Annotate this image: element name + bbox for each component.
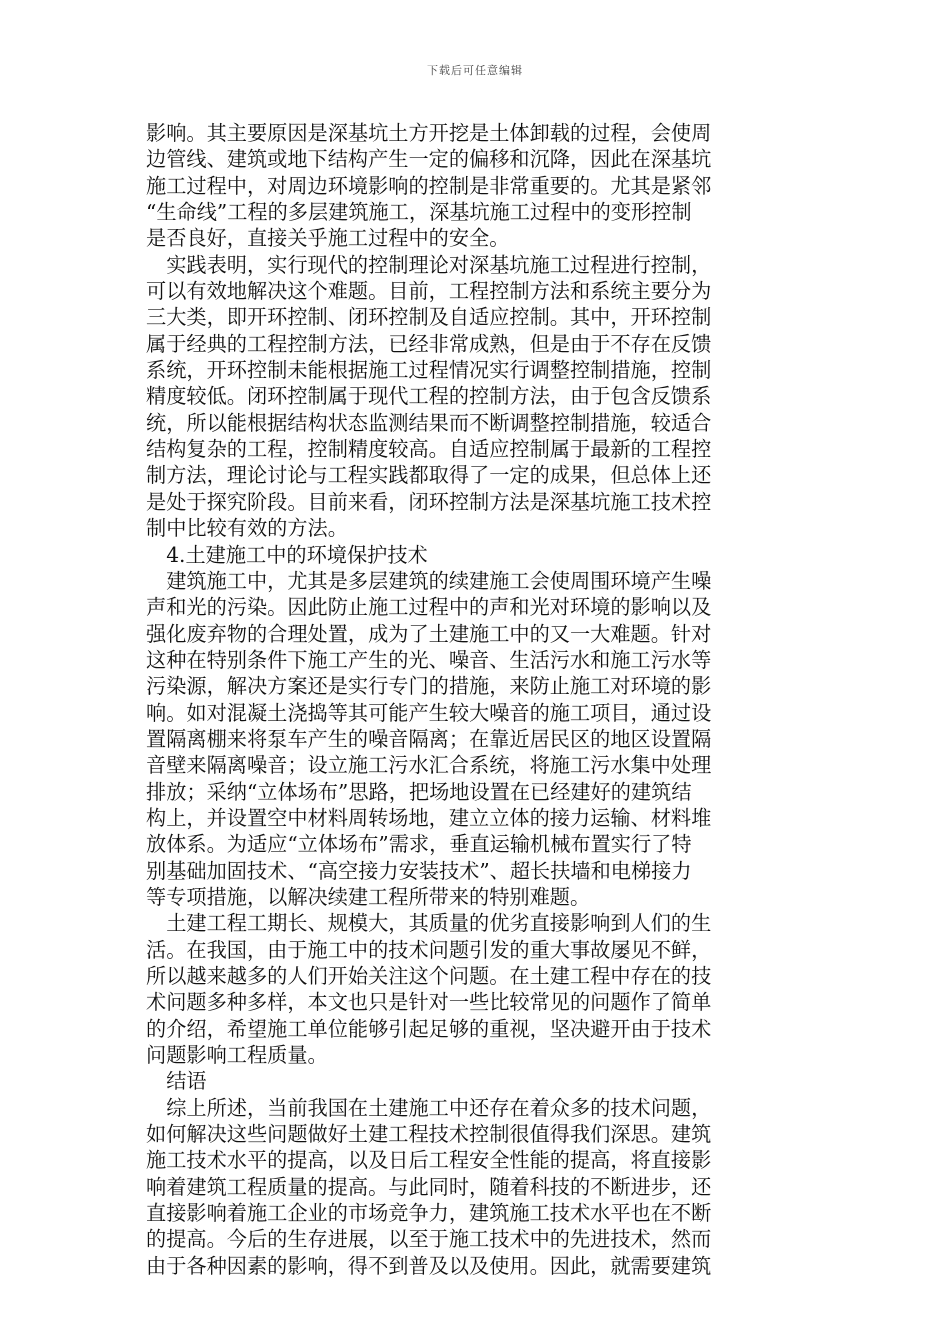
text-line: 统，所以能根据结构状态监测结果而不断调整控制措施，较适合 xyxy=(146,410,712,435)
text-line: 别基础加固技术、“高空接力安装技术”、超长扶墙和电梯接力 xyxy=(146,858,692,883)
text-line: 等专项措施，以解决续建工程所带来的特别难题。 xyxy=(146,884,591,909)
section-heading: 4.土建施工中的环境保护技术 xyxy=(146,542,428,567)
text-line: 制方法，理论讨论与工程实践都取得了一定的成果，但总体上还 xyxy=(146,463,712,488)
text-line: 属于经典的工程控制方法，已经非常成熟，但是由于不存在反馈 xyxy=(146,331,712,356)
text-line: 置隔离棚来将泵车产生的噪音隔离；在靠近居民区的地区设置隔 xyxy=(146,726,712,751)
text-line: 三大类，即开环控制、闭环控制及自适应控制。其中，开环控制 xyxy=(146,305,712,330)
text-line: 可以有效地解决这个难题。目前，工程控制方法和系统主要分为 xyxy=(146,279,712,304)
text-line: 系统，开环控制未能根据施工过程情况实行调整控制措施，控制 xyxy=(146,358,712,383)
text-line: 由于各种因素的影响，得不到普及以及使用。因此，就需要建筑 xyxy=(146,1253,712,1278)
text-line: 这种在特别条件下施工产生的光、噪音、生活污水和施工污水等 xyxy=(146,647,712,672)
text-line: 响着建筑工程质量的提高。与此同时，随着科技的不断进步，还 xyxy=(146,1174,712,1199)
text-line: “生命线”工程的多层建筑施工，深基坑施工过程中的变形控制 xyxy=(146,200,692,225)
text-line: 活。在我国，由于施工中的技术问题引发的重大事故屡见不鲜， xyxy=(146,937,712,962)
text-line: 施工过程中，对周边环境影响的控制是非常重要的。尤其是紧邻 xyxy=(146,173,712,198)
text-line: 影响。其主要原因是深基坑土方开挖是土体卸载的过程，会使周 xyxy=(146,121,712,145)
text-line: 的介绍，希望施工单位能够引起足够的重视，坚决避开由于技术 xyxy=(146,1016,712,1041)
text-line: 综上所述，当前我国在土建施工中还存在着众多的技术问题， xyxy=(146,1095,712,1120)
text-line: 构上，并设置空中材料周转场地，建立立体的接力运输、材料堆 xyxy=(146,805,712,830)
text-line: 是否良好，直接关乎施工过程中的安全。 xyxy=(146,226,510,251)
text-line: 精度较低。闭环控制属于现代工程的控制方法，由于包含反馈系 xyxy=(146,384,712,409)
text-line: 结构复杂的工程，控制精度较高。自适应控制属于最新的工程控 xyxy=(146,437,712,462)
text-line: 响。如对混凝土浇捣等其可能产生较大噪音的施工项目，通过设 xyxy=(146,700,712,725)
text-line: 实践表明，实行现代的控制理论对深基坑施工过程进行控制， xyxy=(146,252,712,277)
text-line: 是处于探究阶段。目前来看，闭环控制方法是深基坑施工技术控 xyxy=(146,489,712,514)
text-line: 直接影响着施工企业的市场竞争力，建筑施工技术水平也在不断 xyxy=(146,1201,712,1226)
text-line: 所以越来越多的人们开始关注这个问题。在土建工程中存在的技 xyxy=(146,964,712,988)
text-line: 的提高。今后的生存进展，以至于施工技术中的先进技术，然而 xyxy=(146,1227,712,1252)
text-line: 放体系。为适应“立体场布”需求，垂直运输机械布置实行了特 xyxy=(146,832,692,857)
text-line: 如何解决这些问题做好土建工程技术控制很值得我们深思。建筑 xyxy=(146,1122,712,1147)
document-body xyxy=(146,120,776,1279)
text-line: 问题影响工程质量。 xyxy=(146,1043,328,1068)
text-line: 污染源，解决方案还是实行专门的措施，来防止施工对环境的影 xyxy=(146,674,712,699)
text-line: 土建工程工期长、规模大，其质量的优劣直接影响到人们的生 xyxy=(146,911,712,936)
text-line: 声和光的污染。因此防止施工过程中的声和光对环境的影响以及 xyxy=(146,595,712,620)
text-line: 建筑施工中，尤其是多层建筑的续建施工会使周围环境产生噪 xyxy=(146,568,712,593)
page-header: 下载后可任意编辑 xyxy=(427,64,523,77)
text-line: 强化废弃物的合理处置，成为了土建施工中的又一大难题。针对 xyxy=(146,621,712,646)
text-line: 音壁来隔离噪音；设立施工污水汇合系统，将施工污水集中处理 xyxy=(146,753,712,778)
text-line: 术问题多种多样，本文也只是针对一些比较常见的问题作了简单 xyxy=(146,990,712,1015)
text-line: 排放；采纳“立体场布”思路，把场地设置在已经建好的建筑结 xyxy=(146,779,692,804)
text-line: 边管线、建筑或地下结构产生一定的偏移和沉降，因此在深基坑 xyxy=(146,147,712,172)
text-line: 制中比较有效的方法。 xyxy=(146,516,348,541)
section-heading: 结语 xyxy=(146,1069,207,1094)
text-line: 施工技术水平的提高，以及日后工程安全性能的提高，将直接影 xyxy=(146,1148,712,1173)
